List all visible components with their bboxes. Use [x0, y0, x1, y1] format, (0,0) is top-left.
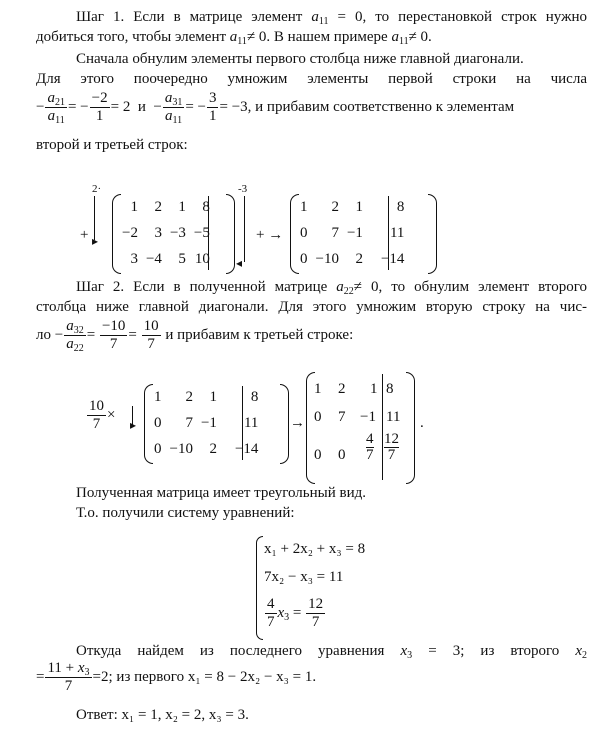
step1-para2-line2: Для этого поочередно умножим элементы первой строки на числа [36, 71, 587, 87]
matrix-b2-augment-bar [242, 386, 243, 460]
transform-arrow-1: + → [256, 227, 284, 243]
system-brace [256, 536, 263, 640]
system-eq-1: x₁ + 2x₂ + x₃ = 8 [264, 541, 366, 557]
matrix-b-augment-bar [388, 196, 389, 270]
step1-line1: Шаг 1. Если в матрице элемент $a_{11} = 0$, то перестановкой строк нужно [76, 9, 588, 27]
matrix-c-frac-4-7: 4 7 [366, 431, 374, 463]
system-eq-3: $\frac{4}{7}$ $x_3$ = $\frac{12}{7}$ [267, 596, 324, 630]
answer-line: Ответ: x₁ = 1, x₂ = 2, x₃ = 3. [76, 707, 249, 723]
matrix-c-right-paren [406, 372, 415, 484]
step1-para2-line1: Сначала обнулим элементы первого столбца ниже главной диагонали. [76, 51, 524, 67]
step1-line2: добиться того, чтобы элемент $a_{11}\ne 0$. В нашем примере $a_{11}\ne 0$. [36, 29, 432, 47]
multiplier-minus3: -3 [238, 183, 248, 195]
step1-formula-line: − $\frac{a_{21}}{a_{11}}$ = − $\frac{-2}{1}$ = 2 и − $\frac{a_{31}}{a_{11}}$ = − $\frac{3}{1}$ = −3, и прибавим соответственно к элементам [36, 90, 515, 126]
matrix-b-right-paren [428, 194, 437, 274]
arrow-head-2: ◂ [236, 256, 243, 270]
matrix-b2-right-paren [280, 384, 289, 464]
step2-formula-line: ло − $\frac{a_{32}}{a_{22}}$ = $\frac{-10}{7}$ = $\frac{10}{7}$ и прибавим к третьей строке: [36, 318, 354, 354]
document-page: Шаг 1. Если в матрице элемент $a_{11} = 0$, то перестановкой строк нужно добиться того, чтобы элемент $a_{11}\ne 0$. В нашем примере $a_{11}\ne 0$. Сначала обнулим элементы первого столбца ниже главной диагонали. Для этого поочередно умножим элементы первой строки на числа − $\frac{a_{21}}{a_{11}}$ = − $\frac{-2}{1}$ = 2 и − $\frac{a_{31}}{a_{11}}$ = − $\frac{3}{1}$ = −3, и прибавим соответственно к элементам второй и третьей строк: 2· -3 + ▸ ◂ 1 2 1 8 −2 3 −3 −5 3 −4 5 10 + → 1 2 1 8 0 7 −1 11 0 −10 2 −14 Шаг 2. Если в полученной матрице $a_{22}\ne 0$, то обнулим элемент второго столбца ниже главной диагонали. Для этого умножим вторую строку на чис- ло − $\frac{a_{32}}{a_{22}}$ = $\frac{-10}{7}$ = $\frac{10}{7}$ и прибавим к третьей строке: $\frac{10}{7}$ × ▸ 1 2 1 8 0 7 −1 11 0 −10 2 −14 → 1 2 1 8 0 7 −1 11 0 0 4 7 12 7 . Полученная матрица имеет треугольный вид. Т.о. получили систему уравнений: x₁ + 2x₂ + x₃ = 8 7x₂ − x₃ = 11 $\frac{4}{7}$ $x_3$ = $\frac{12}{7}$ Откуда найдем из последнего уравнения $x_3 = 3$; из второго $x_2$ = $\frac{11 + x_3}{7}$ =2; из первого x₁ = 8 − 2x₂ − x₃ = 1. Ответ: x₁ = 1, x₂ = 2, x₃ = 3. [0, 0, 611, 743]
multiplier-10-7: $\frac{10}{7}$ × [89, 398, 116, 432]
matrix-c-augment-bar [382, 374, 383, 480]
triangular-text: Полученная матрица имеет треугольный вид. [76, 485, 366, 501]
step2-line1: Шаг 2. Если в полученной матрице $a_{22}\ne 0$, то обнулим элемент второго [76, 279, 588, 297]
arrow-head-1: ▸ [92, 234, 99, 248]
period: . [420, 415, 424, 431]
system-eq-2: 7x₂ − x₃ = 11 [264, 569, 344, 585]
step1-para2-line4: второй и третьей строк: [36, 137, 188, 153]
transform-arrow-2: → [290, 415, 305, 431]
matrix-c-frac-12-7: 12 7 [384, 431, 399, 463]
arrow-head-3: ▸ [130, 418, 137, 432]
matrix-b: 1 2 1 8 0 7 −1 11 0 −10 2 −14 [300, 198, 405, 267]
solve-line2: = $\frac{11 + x_3}{7}$ =2; из первого x₁ = 8 − 2x₂ − x₃ = 1. [36, 660, 317, 694]
matrix-a: 1 2 1 8 −2 3 −3 −5 3 −4 5 10 [122, 198, 210, 267]
solve-line1: Откуда найдем из последнего уравнения $x_3 = 3$; из второго $x_2$ [76, 643, 587, 661]
matrix-a-augment-bar [208, 196, 209, 270]
step2-line2: столбца ниже главной диагонали. Для этого умножим вторую строку на чис- [36, 299, 587, 315]
matrix-b-copy: 1 2 1 8 0 7 −1 11 0 −10 2 −14 [154, 388, 259, 457]
multiplier-2: 2· [92, 183, 102, 195]
plus-sign: + [80, 227, 89, 243]
row-arrow-2 [244, 196, 245, 262]
matrix-a-right-paren [226, 194, 235, 274]
system-intro: Т.о. получили систему уравнений: [76, 505, 295, 521]
